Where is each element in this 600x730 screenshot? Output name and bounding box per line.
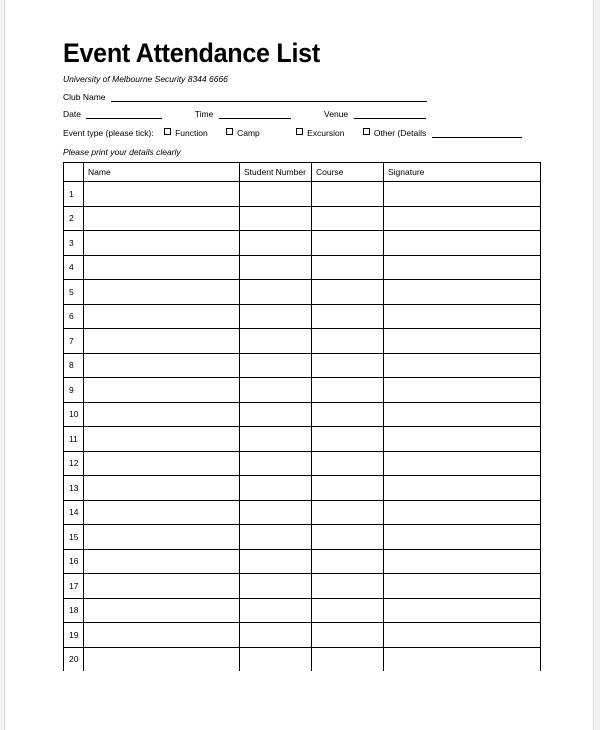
signature-cell[interactable] <box>384 280 541 305</box>
name-cell[interactable] <box>84 206 240 231</box>
course-cell[interactable] <box>312 525 384 550</box>
column-header-number <box>64 163 84 182</box>
signature-cell[interactable] <box>384 182 541 207</box>
club-name-field[interactable] <box>111 93 427 102</box>
course-cell[interactable] <box>312 500 384 525</box>
name-cell[interactable] <box>84 304 240 329</box>
signature-cell[interactable] <box>384 402 541 427</box>
row-number: 14 <box>64 500 84 525</box>
name-cell[interactable] <box>84 280 240 305</box>
name-cell[interactable] <box>84 231 240 256</box>
venue-label: Venue <box>324 109 349 119</box>
student-number-cell[interactable] <box>240 255 312 280</box>
table-row <box>64 304 541 329</box>
name-cell[interactable] <box>84 255 240 280</box>
other-details-field[interactable] <box>432 129 522 138</box>
table-row <box>64 329 541 354</box>
table-row <box>64 402 541 427</box>
row-number: 4 <box>64 255 84 280</box>
date-field[interactable] <box>86 110 162 119</box>
student-number-cell[interactable] <box>240 402 312 427</box>
form-page <box>4 0 594 730</box>
signature-cell[interactable] <box>384 476 541 501</box>
row-number: 20 <box>64 647 84 671</box>
student-number-cell[interactable] <box>240 647 312 671</box>
table-row <box>64 500 541 525</box>
row-number: 12 <box>64 451 84 476</box>
column-header-course: Course <box>312 163 384 182</box>
page-title: Event Attendance List <box>63 38 320 68</box>
row-number: 1 <box>64 182 84 207</box>
table-row <box>64 623 541 648</box>
date-time-venue-row <box>63 109 426 119</box>
course-cell[interactable] <box>312 255 384 280</box>
student-number-cell[interactable] <box>240 206 312 231</box>
option-camp[interactable]: Camp <box>226 128 260 138</box>
column-header-signature: Signature <box>384 163 541 182</box>
row-number: 6 <box>64 304 84 329</box>
row-number: 18 <box>64 598 84 623</box>
course-cell[interactable] <box>312 231 384 256</box>
row-number: 8 <box>64 353 84 378</box>
student-number-cell[interactable] <box>240 353 312 378</box>
course-cell[interactable] <box>312 182 384 207</box>
course-cell[interactable] <box>312 304 384 329</box>
signature-cell[interactable] <box>384 206 541 231</box>
event-type-row <box>63 128 522 138</box>
table-row <box>64 353 541 378</box>
student-number-cell[interactable] <box>240 378 312 403</box>
course-cell[interactable] <box>312 427 384 452</box>
club-name-label: Club Name <box>63 92 106 102</box>
row-number: 5 <box>64 280 84 305</box>
table-row <box>64 255 541 280</box>
table-row <box>64 206 541 231</box>
course-cell[interactable] <box>312 623 384 648</box>
signature-cell[interactable] <box>384 255 541 280</box>
student-number-cell[interactable] <box>240 500 312 525</box>
club-name-row <box>63 92 427 102</box>
row-number: 13 <box>64 476 84 501</box>
instruction-note: Please print your details clearly <box>63 147 181 157</box>
option-function[interactable]: Function <box>164 128 208 138</box>
table-row <box>64 231 541 256</box>
student-number-cell[interactable] <box>240 598 312 623</box>
course-cell[interactable] <box>312 402 384 427</box>
venue-field[interactable] <box>354 110 426 119</box>
date-label: Date <box>63 109 81 119</box>
course-cell[interactable] <box>312 378 384 403</box>
column-header-name: Name <box>84 163 240 182</box>
course-cell[interactable] <box>312 574 384 599</box>
signature-cell[interactable] <box>384 231 541 256</box>
table-row <box>64 598 541 623</box>
table-row <box>64 427 541 452</box>
signature-cell[interactable] <box>384 500 541 525</box>
name-cell[interactable] <box>84 598 240 623</box>
row-number: 10 <box>64 402 84 427</box>
table-row <box>64 476 541 501</box>
table-row <box>64 549 541 574</box>
course-cell[interactable] <box>312 206 384 231</box>
table-row <box>64 182 541 207</box>
name-cell[interactable] <box>84 329 240 354</box>
time-field[interactable] <box>219 110 291 119</box>
table-row <box>64 647 541 671</box>
course-cell[interactable] <box>312 476 384 501</box>
column-header-student-number: Student Number <box>240 163 312 182</box>
name-cell[interactable] <box>84 451 240 476</box>
signature-cell[interactable] <box>384 451 541 476</box>
option-other[interactable]: Other (Details <box>363 128 426 138</box>
table-row <box>64 451 541 476</box>
table-header-row <box>64 163 541 182</box>
time-label: Time <box>194 109 214 119</box>
row-number: 9 <box>64 378 84 403</box>
signature-cell[interactable] <box>384 549 541 574</box>
name-cell[interactable] <box>84 427 240 452</box>
option-excursion[interactable]: Excursion <box>296 128 344 138</box>
student-number-cell[interactable] <box>240 304 312 329</box>
name-cell[interactable] <box>84 549 240 574</box>
student-number-cell[interactable] <box>240 329 312 354</box>
security-contact: University of Melbourne Security 8344 6666 <box>63 74 228 84</box>
course-cell[interactable] <box>312 647 384 671</box>
student-number-cell[interactable] <box>240 451 312 476</box>
course-cell[interactable] <box>312 353 384 378</box>
table-row <box>64 280 541 305</box>
name-cell[interactable] <box>84 500 240 525</box>
signature-cell[interactable] <box>384 427 541 452</box>
course-cell[interactable] <box>312 451 384 476</box>
checkbox-icon[interactable] <box>363 128 370 135</box>
signature-cell[interactable] <box>384 378 541 403</box>
name-cell[interactable] <box>84 353 240 378</box>
row-number: 3 <box>64 231 84 256</box>
row-number: 7 <box>64 329 84 354</box>
signature-cell[interactable] <box>384 574 541 599</box>
event-type-label: Event type (please tick): <box>63 128 154 138</box>
signature-cell[interactable] <box>384 525 541 550</box>
signature-cell[interactable] <box>384 329 541 354</box>
student-number-cell[interactable] <box>240 476 312 501</box>
student-number-cell[interactable] <box>240 231 312 256</box>
course-cell[interactable] <box>312 329 384 354</box>
signature-cell[interactable] <box>384 598 541 623</box>
student-number-cell[interactable] <box>240 623 312 648</box>
signature-cell[interactable] <box>384 647 541 671</box>
name-cell[interactable] <box>84 647 240 671</box>
student-number-cell[interactable] <box>240 427 312 452</box>
name-cell[interactable] <box>84 378 240 403</box>
row-number: 2 <box>64 206 84 231</box>
student-number-cell[interactable] <box>240 280 312 305</box>
student-number-cell[interactable] <box>240 182 312 207</box>
checkbox-icon[interactable] <box>296 128 303 135</box>
name-cell[interactable] <box>84 623 240 648</box>
student-number-cell[interactable] <box>240 549 312 574</box>
row-number: 15 <box>64 525 84 550</box>
signature-cell[interactable] <box>384 623 541 648</box>
row-number: 11 <box>64 427 84 452</box>
student-number-cell[interactable] <box>240 574 312 599</box>
name-cell[interactable] <box>84 402 240 427</box>
attendance-table <box>63 162 541 671</box>
signature-cell[interactable] <box>384 304 541 329</box>
name-cell[interactable] <box>84 476 240 501</box>
student-number-cell[interactable] <box>240 525 312 550</box>
row-number: 17 <box>64 574 84 599</box>
row-number: 16 <box>64 549 84 574</box>
course-cell[interactable] <box>312 549 384 574</box>
course-cell[interactable] <box>312 280 384 305</box>
checkbox-icon[interactable] <box>226 128 233 135</box>
name-cell[interactable] <box>84 525 240 550</box>
table-row <box>64 574 541 599</box>
checkbox-icon[interactable] <box>164 128 171 135</box>
course-cell[interactable] <box>312 598 384 623</box>
signature-cell[interactable] <box>384 353 541 378</box>
name-cell[interactable] <box>84 182 240 207</box>
name-cell[interactable] <box>84 574 240 599</box>
row-number: 19 <box>64 623 84 648</box>
table-row <box>64 525 541 550</box>
table-row <box>64 378 541 403</box>
